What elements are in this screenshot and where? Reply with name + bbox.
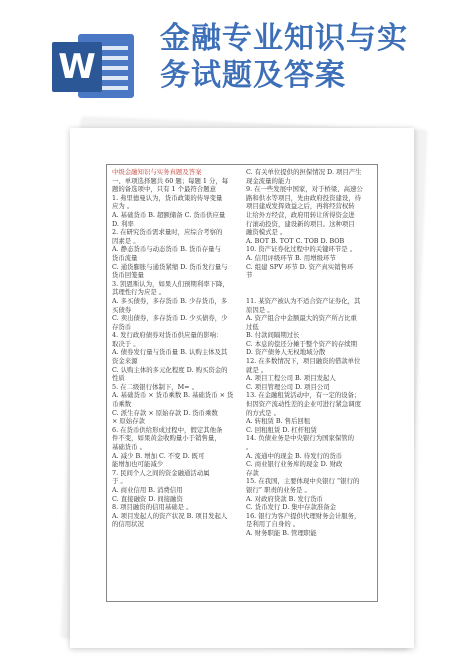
text-line: 存货币 [112, 322, 132, 331]
text-line: 9. 在一些发展中国家，对于桥梁、高速公 [246, 185, 363, 194]
text-line: 8. 项目融资的信用基础是 。 [112, 503, 193, 512]
text-line: 资金来源 [112, 357, 138, 366]
page-title [160, 20, 460, 94]
text-line: 一、单项选择题共 60 题；每题 1 分，每 [112, 176, 229, 185]
text-line: 银行” 职责的业务是 。 [246, 485, 311, 494]
text-line: 现金流量的能力 [246, 176, 291, 185]
text-line: 路和供水等项目，先由政府投资建设，待 [246, 193, 362, 202]
text-line: 因素是 。 [112, 236, 140, 245]
text-line: A. 信用评级环节 B. 用增级环节 [246, 253, 336, 262]
text-line: 但因资产流动性差的企业可进行紧急调度 [246, 400, 362, 409]
text-line: 基础货币 。 [112, 443, 146, 451]
text-line: 行滚动投资，建设新的项目。这种项目 [246, 219, 355, 228]
text-line: A. 债券发行量与货币量 B. 认购主体及其 [112, 348, 228, 357]
text-line: 应为 。 [112, 202, 134, 211]
text-line: 11. 某资产被认为不适合资产证券化，其 [246, 296, 361, 305]
text-line: 性质 [112, 374, 125, 383]
text-line: 融资模式是 。 [246, 228, 287, 237]
text-line: 于 。 [112, 477, 127, 486]
text-line: 货币流量 [112, 253, 138, 262]
text-line: A. 对政府贷款 B. 发行货币 [246, 494, 323, 503]
text-line: 13. 在金融租赁活动中，有一定的设备； [246, 391, 361, 400]
word-logo-letter: W [52, 42, 102, 92]
text-line: 1. 弗里德曼认为，货币政策的传导变量 [112, 193, 223, 202]
text-line: 2. 在研究货币需求量时，应综合考察的 [112, 228, 223, 237]
text-line: 能增加也可能减少 [112, 460, 164, 469]
text-line: C. 货币发行 D. 集中存款准备金 [246, 503, 337, 512]
text-line: C. 商业银行业务库的现金 D. 财政 [246, 460, 343, 469]
text-line: D. 利率 [112, 219, 134, 228]
text-line: A. 多买债券，多存货币 B. 少存货币，多 [112, 296, 228, 305]
text-line: 让给外方经营，政府用转让所得资金进 [246, 210, 355, 219]
text-line: A. 财务职能 B. 管理职能 [246, 528, 317, 537]
text-line: × 原始存款 [112, 417, 145, 426]
spacer [246, 280, 374, 289]
text-line: 14. 负债业务是中央银行为国家保管的 [246, 434, 355, 443]
text-line: A. 减少 B. 增加 C. 不变 D. 既可 [112, 451, 205, 460]
spacer [246, 288, 374, 297]
text-line: 10. 资产证券化过程中的关键环节是 。 [246, 245, 357, 254]
text-line: 币乘数 [112, 400, 132, 409]
text-line: 原因是 。 [246, 305, 274, 314]
content-frame [106, 164, 378, 602]
text-line: 的方式是 。 [246, 408, 280, 417]
text-line: 3. 凯恩斯认为，如果人们预期利率下降， [112, 279, 229, 288]
text-line: A. 基础货币 B. 超额储备 C. 货币供应量 [112, 210, 226, 219]
text-line: 节 [246, 271, 253, 280]
document-page [70, 128, 414, 648]
text-line: A. 项目发起人的资产状况 B. 项目发起人 [112, 511, 228, 520]
text-line: B. 付款间隔期过长 [246, 331, 300, 340]
text-line: A. 转租赁 B. 售后回租 [246, 417, 311, 426]
text-line: A. 商业信用 B. 消费信用 [112, 485, 183, 494]
text-line: A. 资产组合中金额最大的资产所占比重 [246, 314, 357, 323]
text-line: A. 项目工程公司 B. 项目发起人 [246, 374, 336, 383]
text-line: 存款 [246, 468, 259, 477]
text-line: C. 直接融资 D. 间接融资 [112, 494, 183, 503]
text-line: C. 派生存款 × 原始存款 D. 货币乘数 [112, 408, 218, 417]
text-line: 是利用了自身的 。 [246, 520, 300, 529]
text-line: C. 卖出债券，多存货币 D. 少买债券，少 [112, 314, 228, 323]
text-line: A. BOT B. TOT C. TOB D. BOB [246, 236, 345, 245]
text-line: 件不变，如果黄金收购量小于销售量， [112, 434, 221, 443]
text-line: 其理性行为应是 。 [112, 288, 166, 297]
title-line-2: 务试题及答案 [160, 58, 346, 93]
text-line: 题的备选项中，只有 1 个最符合题意 [112, 185, 216, 194]
right-column [246, 168, 374, 538]
text-line: 7. 民间个人之间的资金融通活动属 [112, 468, 210, 477]
text-line: 过低 [246, 322, 259, 331]
banner [0, 0, 474, 120]
text-line: 4. 发行政府债券对货币供应量的影响： [112, 331, 223, 340]
title-line-1: 金融专业知识与实 [160, 21, 408, 56]
text-line: C. 有关单位提供的担保情况 D. 项目产生 [246, 168, 362, 176]
text-line: A. 流通中的现金 B. 待发行的货币 [246, 451, 343, 460]
word-document-icon [52, 30, 138, 102]
text-line: 买债券 [112, 305, 132, 314]
text-line: 中级金融知识与实务真题及答案 [112, 168, 202, 176]
text-line: 。 [246, 443, 253, 451]
text-line: 6. 在货币供给形成过程中，假定其他条 [112, 425, 223, 434]
text-line: C. 本息的偿还分摊于整个资产的存续期 [246, 339, 357, 348]
text-line: C. 项目管理公司 D. 项目公司 [246, 382, 330, 391]
text-line: D. 资产债务人无权地域分散 [246, 348, 326, 357]
text-line: 12. 在多数情况下，项目融资的借款单位 [246, 357, 361, 366]
text-line: 15. 在我国，主要体现中央银行 “银行的 [246, 477, 360, 486]
text-line: A. 静态货币与动态货币 B. 货币存量与 [112, 245, 221, 254]
left-column [112, 168, 240, 529]
text-line: 5. 在二级银行体制下，M= 。 [112, 382, 198, 391]
text-line: A. 基础货币 × 货币乘数 B. 基础货币 × 货 [112, 391, 234, 400]
text-line: 项目建成发挥效益之后，再将经营权转 [246, 202, 355, 211]
text-line: 就是 。 [246, 365, 268, 374]
text-line: 取决于 。 [112, 339, 140, 348]
text-line: 的信用状况 [112, 520, 144, 529]
text-line: C. 认购主体的多元化程度 D. 购买资金的 [112, 365, 228, 374]
text-line: C. 通货膨胀与通货紧缩 D. 货币发行量与 [112, 262, 228, 271]
text-line: 货币回笼量 [112, 271, 144, 280]
text-line: C. 组建 SPV 环节 D. 资产真实销售环 [246, 262, 354, 271]
text-line: 16. 银行为客户提供代理财务会计服务， [246, 511, 361, 520]
text-line: C. 回租租赁 D. 杠杆租赁 [246, 425, 317, 434]
